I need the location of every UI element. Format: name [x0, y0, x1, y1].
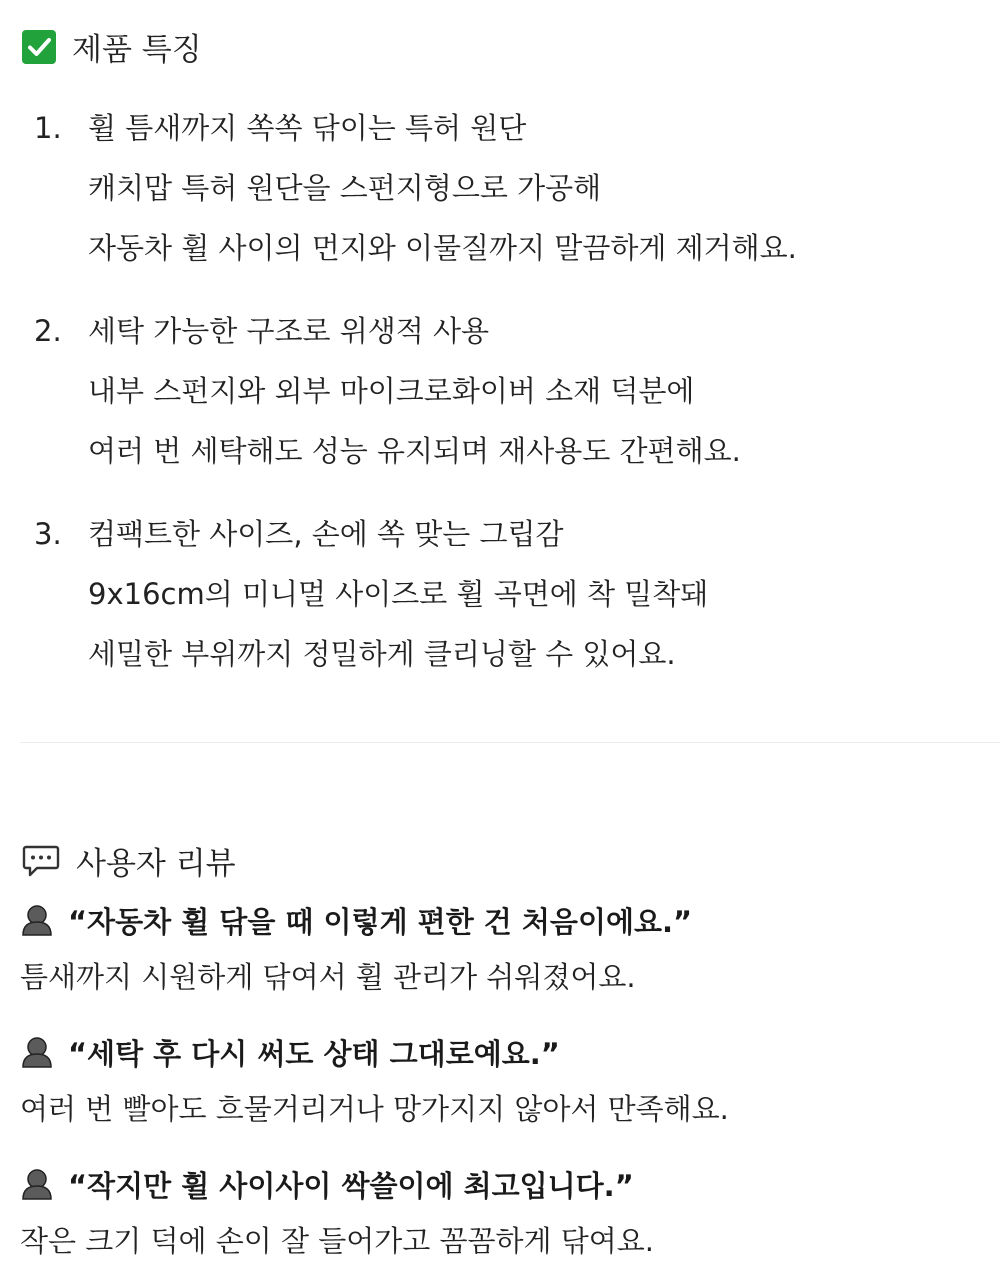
review-quote: “세탁 후 다시 써도 상태 그대로예요.”: [68, 1036, 560, 1071]
feature-description-line: 9x16cm의 미니멀 사이즈로 휠 곡면에 착 밀착돼: [88, 577, 709, 611]
review-item: [20, 1024, 990, 1138]
feature-number: 2.: [34, 314, 62, 348]
feature-item: [34, 504, 974, 684]
review-item: [20, 892, 990, 1006]
feature-item: [34, 301, 974, 481]
feature-item: [34, 98, 974, 278]
reviews-header: [22, 838, 236, 883]
reviews-title: 사용자 리뷰: [76, 846, 236, 882]
features-title: 제품 특징: [72, 32, 202, 68]
review-quote: “자동차 휠 닦을 때 이렇게 편한 건 처음이에요.”: [68, 904, 693, 939]
review-text: 작은 크기 덕에 손이 잘 들어가고 꼼꼼하게 닦여요.: [20, 1224, 655, 1258]
feature-description-line: 여러 번 세탁해도 성능 유지되며 재사용도 간편해요.: [88, 434, 741, 468]
person-silhouette-icon: [20, 903, 54, 937]
review-item: [20, 1156, 990, 1270]
features-header: [22, 24, 202, 69]
feature-description-line: 세밀한 부위까지 정밀하게 클리닝할 수 있어요.: [88, 637, 676, 671]
feature-title: 컴팩트한 사이즈, 손에 쏙 맞는 그립감: [88, 517, 564, 551]
review-text: 틈새까지 시원하게 닦여서 휠 관리가 쉬워졌어요.: [20, 960, 636, 994]
feature-title: 세탁 가능한 구조로 위생적 사용: [88, 314, 490, 348]
feature-number: 1.: [34, 111, 62, 145]
speech-balloon-icon: [22, 844, 60, 878]
check-mark-button-icon: [22, 30, 56, 64]
feature-description-line: 자동차 휠 사이의 먼지와 이물질까지 말끔하게 제거해요.: [88, 231, 797, 265]
review-quote: “작지만 휠 사이사이 싹쓸이에 최고입니다.”: [68, 1168, 634, 1203]
person-silhouette-icon: [20, 1167, 54, 1201]
person-silhouette-icon: [20, 1035, 54, 1069]
feature-title: 휠 틈새까지 쏙쏙 닦이는 특허 원단: [88, 111, 527, 145]
features-list: [34, 98, 974, 707]
review-text: 여러 번 빨아도 흐물거리거나 망가지지 않아서 만족해요.: [20, 1092, 729, 1126]
section-divider: [20, 742, 1000, 743]
feature-description-line: 캐치맙 특허 원단을 스펀지형으로 가공해: [88, 171, 602, 205]
feature-number: 3.: [34, 517, 62, 551]
reviews-list: [20, 892, 990, 1288]
feature-description-line: 내부 스펀지와 외부 마이크로화이버 소재 덕분에: [88, 374, 695, 408]
